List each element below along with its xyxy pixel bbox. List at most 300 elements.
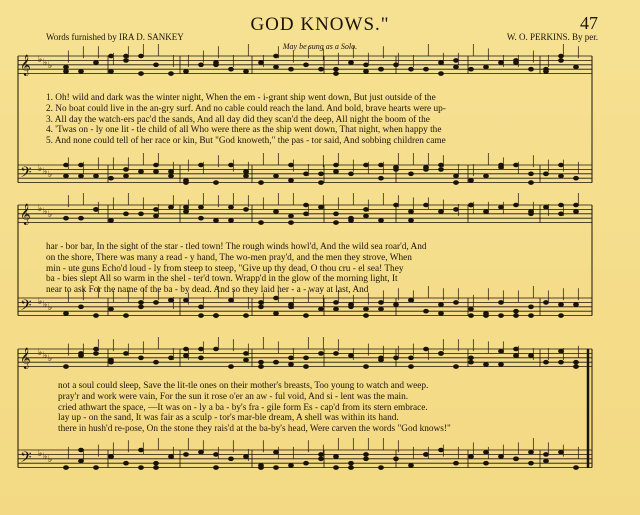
notehead xyxy=(499,363,504,367)
clef-icon: 𝄢 xyxy=(20,297,32,318)
notehead xyxy=(439,352,444,356)
notehead xyxy=(64,216,69,220)
notehead xyxy=(154,301,159,305)
notehead xyxy=(424,309,429,313)
notehead xyxy=(409,172,414,176)
notehead xyxy=(154,466,159,470)
notehead xyxy=(139,170,144,174)
notehead xyxy=(439,210,444,214)
notehead xyxy=(484,461,489,465)
notehead xyxy=(124,54,129,58)
notehead xyxy=(559,450,564,454)
notehead xyxy=(499,349,504,353)
notehead xyxy=(469,307,474,311)
notehead xyxy=(124,314,129,318)
clef-icon: 𝄞 xyxy=(20,55,31,76)
notehead xyxy=(379,301,384,305)
notehead xyxy=(79,305,84,309)
notehead xyxy=(514,354,519,358)
notehead xyxy=(379,466,384,470)
notehead xyxy=(559,54,564,58)
notehead xyxy=(244,170,249,174)
notehead xyxy=(304,461,309,465)
notehead xyxy=(544,205,549,209)
notehead xyxy=(544,301,549,305)
notehead xyxy=(199,216,204,220)
notehead xyxy=(169,356,174,360)
notehead xyxy=(139,301,144,305)
notehead xyxy=(304,314,309,318)
notehead xyxy=(154,63,159,67)
notehead xyxy=(574,466,579,470)
notehead xyxy=(439,61,444,65)
notehead xyxy=(304,356,309,360)
notehead xyxy=(199,305,204,309)
notehead xyxy=(274,312,279,316)
song-title: GOD KNOWS." xyxy=(250,14,390,35)
notehead xyxy=(169,170,174,174)
notehead xyxy=(259,360,264,364)
notehead xyxy=(334,307,339,311)
music-credit: W. O. PERKINS. By per. xyxy=(506,32,598,42)
flat-icon: ♭ xyxy=(43,58,48,68)
notehead xyxy=(529,461,534,465)
notehead xyxy=(319,457,324,461)
notehead xyxy=(574,360,579,364)
notehead xyxy=(184,210,189,214)
notehead xyxy=(184,354,189,358)
notehead xyxy=(499,301,504,305)
flat-icon: ♭ xyxy=(43,300,48,310)
notehead xyxy=(79,448,84,452)
notehead xyxy=(544,172,549,176)
lyric-line: ba - bies slept All so warm in the shel - ter'd town. Wrapp'd in the glow of the morning light, It xyxy=(46,274,398,285)
notehead xyxy=(454,208,459,212)
notehead xyxy=(109,70,114,74)
notehead xyxy=(244,352,249,356)
notehead xyxy=(229,365,234,369)
notehead xyxy=(244,70,249,74)
notehead xyxy=(259,365,264,369)
notehead xyxy=(259,301,264,305)
lyric-line: there in hush'd re-pose, On the stone they rais'd at the ba-by's head, Were carven the words "God knows!" xyxy=(58,424,451,435)
notehead xyxy=(454,65,459,69)
notehead xyxy=(109,219,114,223)
notehead xyxy=(424,67,429,71)
notehead xyxy=(199,347,204,351)
notehead xyxy=(514,314,519,318)
flat-icon: ♭ xyxy=(43,167,48,177)
notehead xyxy=(454,365,459,369)
notehead xyxy=(154,360,159,364)
notehead xyxy=(439,312,444,316)
notehead xyxy=(349,466,354,470)
notehead xyxy=(199,163,204,167)
notehead xyxy=(154,461,159,465)
flat-icon: ♭ xyxy=(43,207,48,217)
notehead xyxy=(574,203,579,207)
notehead xyxy=(334,67,339,71)
notehead xyxy=(289,214,294,218)
notehead xyxy=(319,352,324,356)
notehead xyxy=(94,174,99,178)
notehead xyxy=(289,464,294,468)
notehead xyxy=(304,203,309,207)
notehead xyxy=(559,314,564,318)
notehead xyxy=(499,205,504,209)
notehead xyxy=(214,466,219,470)
notehead xyxy=(289,356,294,360)
notehead xyxy=(334,163,339,167)
notehead xyxy=(64,174,69,178)
notehead xyxy=(64,312,69,316)
notehead xyxy=(394,303,399,307)
notehead xyxy=(304,212,309,216)
notehead xyxy=(349,172,354,176)
notehead xyxy=(394,165,399,169)
notehead xyxy=(349,219,354,223)
notehead xyxy=(424,347,429,351)
notehead xyxy=(514,457,519,461)
notehead xyxy=(574,65,579,69)
notehead xyxy=(469,360,474,364)
notehead xyxy=(559,349,564,353)
notehead xyxy=(289,221,294,225)
notehead xyxy=(79,459,84,463)
notehead xyxy=(259,466,264,470)
notehead xyxy=(274,466,279,470)
notehead xyxy=(349,303,354,307)
notehead xyxy=(154,163,159,167)
notehead xyxy=(229,457,234,461)
notehead xyxy=(334,352,339,356)
notehead xyxy=(319,307,324,311)
notehead xyxy=(214,219,219,223)
notehead xyxy=(364,70,369,74)
notehead xyxy=(499,455,504,459)
notehead xyxy=(454,461,459,465)
notehead xyxy=(349,354,354,358)
notehead xyxy=(124,352,129,356)
notehead xyxy=(94,314,99,318)
notehead xyxy=(424,203,429,207)
notehead xyxy=(484,210,489,214)
notehead xyxy=(529,354,534,358)
notehead xyxy=(439,303,444,307)
notehead xyxy=(379,358,384,362)
notehead xyxy=(469,314,474,318)
notehead xyxy=(319,205,324,209)
flat-icon: ♭ xyxy=(43,452,48,462)
notehead xyxy=(559,212,564,216)
notehead xyxy=(79,70,84,74)
notehead xyxy=(274,54,279,58)
notehead xyxy=(94,466,99,470)
notehead xyxy=(214,61,219,65)
notehead xyxy=(124,59,129,63)
notehead xyxy=(439,163,444,167)
notehead xyxy=(544,453,549,457)
notehead xyxy=(214,181,219,185)
notehead xyxy=(169,72,174,76)
notehead xyxy=(454,59,459,63)
lyric-line: 5. And none could tell of her race or kin, But "God knoweth," the pas - tor said, And sobbing children came xyxy=(46,136,446,147)
notehead xyxy=(94,347,99,351)
notehead xyxy=(379,176,384,180)
notehead xyxy=(379,219,384,223)
notehead xyxy=(544,70,549,74)
notehead xyxy=(364,208,369,212)
notehead xyxy=(319,181,324,185)
notehead xyxy=(334,455,339,459)
notehead xyxy=(169,298,174,302)
notehead xyxy=(469,356,474,360)
notehead xyxy=(364,214,369,218)
notehead xyxy=(184,347,189,351)
notehead xyxy=(364,453,369,457)
notehead xyxy=(139,72,144,76)
lyric-line: 1. Oh! wild and dark was the winter night, When the em - i-grant ship went down, But just outside of the xyxy=(46,93,436,103)
notehead xyxy=(199,205,204,209)
notehead xyxy=(559,360,564,364)
notehead xyxy=(529,450,534,454)
notehead xyxy=(319,67,324,71)
notehead xyxy=(124,174,129,178)
notehead xyxy=(394,457,399,461)
notehead xyxy=(139,54,144,58)
flat-icon: ♭ xyxy=(48,210,53,220)
notehead xyxy=(424,453,429,457)
flat-icon: ♭ xyxy=(48,61,53,71)
lyrics-system-2 xyxy=(46,242,594,296)
notehead xyxy=(169,174,174,178)
notehead xyxy=(229,219,234,223)
words-credit: Words furnished by IRA D. SANKEY xyxy=(46,32,184,42)
notehead xyxy=(499,314,504,318)
notehead xyxy=(529,212,534,216)
notehead xyxy=(139,305,144,309)
notehead xyxy=(409,356,414,360)
notehead xyxy=(544,360,549,364)
notehead xyxy=(574,176,579,180)
notehead xyxy=(289,163,294,167)
notehead xyxy=(559,163,564,167)
notehead xyxy=(334,72,339,76)
notehead xyxy=(214,347,219,351)
notehead xyxy=(244,174,249,178)
notehead xyxy=(529,305,534,309)
notehead xyxy=(199,314,204,318)
notehead xyxy=(559,203,564,207)
notehead xyxy=(379,67,384,71)
notehead xyxy=(424,168,429,172)
notehead xyxy=(199,450,204,454)
notehead xyxy=(484,174,489,178)
notehead xyxy=(94,61,99,65)
notehead xyxy=(199,356,204,360)
notehead xyxy=(244,208,249,212)
notehead xyxy=(289,67,294,71)
notehead xyxy=(394,63,399,67)
lyric-line: pray'r and work were vain, For the sun it rose o'er an aw - ful void, And si - lent was the main. xyxy=(58,391,409,402)
notehead xyxy=(289,363,294,367)
notehead xyxy=(139,448,144,452)
notehead xyxy=(529,314,534,318)
notehead xyxy=(319,453,324,457)
notehead xyxy=(184,453,189,457)
notehead xyxy=(334,466,339,470)
notehead xyxy=(304,365,309,369)
notehead xyxy=(289,179,294,183)
lyric-line: on the shore, There was many a read - y hand, The wo-men pray'd, and the men they strove, When xyxy=(46,252,412,263)
notehead xyxy=(79,163,84,167)
notehead xyxy=(229,205,234,209)
notehead xyxy=(529,181,534,185)
notehead xyxy=(409,210,414,214)
page-number: 47 xyxy=(580,13,598,33)
notehead xyxy=(394,203,399,207)
notehead xyxy=(529,172,534,176)
notehead xyxy=(514,163,519,167)
flat-icon: ♭ xyxy=(43,351,48,361)
notehead xyxy=(574,303,579,307)
notehead xyxy=(574,365,579,369)
notehead xyxy=(109,358,114,362)
notehead xyxy=(214,453,219,457)
notehead xyxy=(274,450,279,454)
notehead xyxy=(364,307,369,311)
notehead xyxy=(334,212,339,216)
notehead xyxy=(409,67,414,71)
notehead xyxy=(169,455,174,459)
notehead xyxy=(64,466,69,470)
notehead xyxy=(529,67,534,71)
notehead xyxy=(184,179,189,183)
notehead xyxy=(229,163,234,167)
notehead xyxy=(469,455,474,459)
notehead xyxy=(214,314,219,318)
notehead xyxy=(304,172,309,176)
notehead xyxy=(304,63,309,67)
clef-icon: 𝄢 xyxy=(20,164,32,185)
notehead xyxy=(184,298,189,302)
notehead xyxy=(514,203,519,207)
notehead xyxy=(244,358,249,362)
notehead xyxy=(244,314,249,318)
notehead xyxy=(559,303,564,307)
notehead xyxy=(274,174,279,178)
notehead xyxy=(244,455,249,459)
notehead xyxy=(409,298,414,302)
notehead xyxy=(154,214,159,218)
notehead xyxy=(79,216,84,220)
notehead xyxy=(154,208,159,212)
notehead xyxy=(439,72,444,76)
notehead xyxy=(409,464,414,468)
notehead xyxy=(349,461,354,465)
notehead xyxy=(439,168,444,172)
clef-icon: 𝄞 xyxy=(20,348,31,369)
notehead xyxy=(439,448,444,452)
notehead xyxy=(184,205,189,209)
notehead xyxy=(484,65,489,69)
notehead xyxy=(409,365,414,369)
notehead xyxy=(454,174,459,178)
lyric-line: 3. All day the watch-ers pac'd the sands, And all day did they scan'd the deep, All night the boom of the xyxy=(46,114,430,125)
lyric-line: not a soul could sleep, Save the lit-tle ones on their mother's breasts, Too young to watch and weep. xyxy=(58,381,429,391)
notehead xyxy=(514,347,519,351)
notehead xyxy=(274,360,279,364)
notehead xyxy=(469,67,474,71)
notehead xyxy=(334,170,339,174)
flat-icon: ♭ xyxy=(48,354,53,364)
lyric-line: near to ask For the name of the ba - by dead. And so they laid her - a - way at last, And xyxy=(46,285,369,296)
notehead xyxy=(109,455,114,459)
flat-icon: ♭ xyxy=(38,348,43,358)
flat-icon: ♭ xyxy=(38,204,43,214)
notehead xyxy=(574,210,579,214)
notehead xyxy=(454,301,459,305)
notehead xyxy=(349,61,354,65)
lyric-line: 2. No boat could live in the an-gry surf. And no cable could reach the land. And bold, brave hearts were up- xyxy=(46,103,446,114)
flat-icon: ♭ xyxy=(48,303,53,313)
flat-icon: ♭ xyxy=(38,449,43,459)
notehead xyxy=(544,459,549,463)
notehead xyxy=(274,65,279,69)
notehead xyxy=(199,63,204,67)
notehead xyxy=(109,176,114,180)
notehead xyxy=(364,365,369,369)
notehead xyxy=(289,303,294,307)
notehead xyxy=(124,212,129,216)
flat-icon: ♭ xyxy=(38,297,43,307)
notehead xyxy=(124,461,129,465)
notehead xyxy=(139,212,144,216)
notehead xyxy=(334,221,339,225)
notehead xyxy=(334,301,339,305)
clef-icon: 𝄢 xyxy=(20,449,32,470)
notehead xyxy=(64,365,69,369)
lyric-line: cried athwart the space, —It was on - ly a ba - by's fra - gile form Es - cap'd from its stern embrace. xyxy=(58,402,428,413)
lyric-line: 4. 'Twas on - ly one lit - tle child of all Who were there as the ship went down, That night, when happy the xyxy=(46,125,442,136)
notehead xyxy=(259,305,264,309)
lyrics-system-3 xyxy=(58,381,594,435)
notehead xyxy=(139,356,144,360)
notehead xyxy=(499,163,504,167)
notehead xyxy=(184,70,189,74)
notehead xyxy=(484,312,489,316)
lyrics-system-1 xyxy=(46,93,594,147)
notehead xyxy=(229,67,234,71)
notehead xyxy=(484,363,489,367)
notehead xyxy=(499,61,504,65)
notehead xyxy=(64,163,69,167)
flat-icon: ♭ xyxy=(38,164,43,174)
flat-icon: ♭ xyxy=(48,170,53,180)
lyric-line: lay up - on the sand, It was fair as a sculp - tor's mar-ble dream, A shell was within its hand. xyxy=(58,413,399,424)
notehead xyxy=(94,208,99,212)
notehead xyxy=(514,59,519,63)
notehead xyxy=(364,457,369,461)
notehead xyxy=(379,163,384,167)
notehead xyxy=(559,174,564,178)
clef-icon: 𝄞 xyxy=(20,204,31,225)
notehead xyxy=(514,309,519,313)
notehead xyxy=(259,181,264,185)
notehead xyxy=(79,174,84,178)
notehead xyxy=(364,63,369,67)
notehead xyxy=(409,219,414,223)
